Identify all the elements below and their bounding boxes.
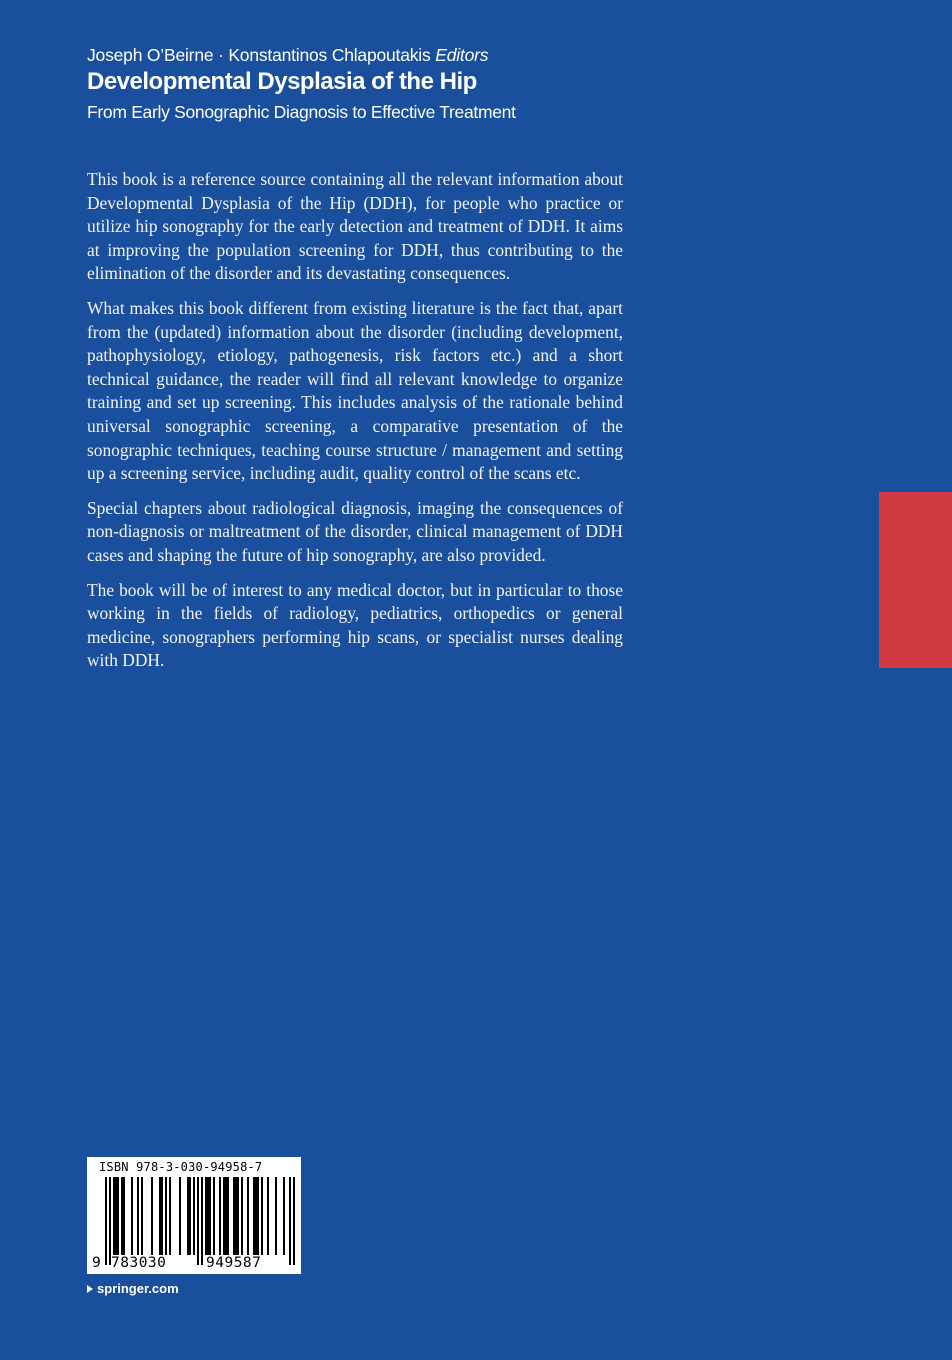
barcode-bar: [123, 1177, 125, 1255]
barcode-digits-left: 783030: [111, 1255, 167, 1271]
barcode-bar: [165, 1177, 167, 1255]
barcode-bar: [213, 1177, 215, 1255]
barcode-digits-right: 949587: [206, 1255, 262, 1271]
barcode-bar: [233, 1177, 235, 1255]
barcode-bar: [261, 1177, 263, 1255]
editors-line: [87, 45, 488, 66]
barcode-bar: [141, 1177, 143, 1255]
barcode-bar: [247, 1177, 249, 1255]
barcode-bar: [187, 1177, 189, 1255]
barcode-bar: [205, 1177, 207, 1255]
barcode-bar: [235, 1177, 237, 1255]
barcode-bar: [209, 1177, 211, 1255]
barcode-bar: [161, 1177, 163, 1255]
isbn-barcode: [87, 1157, 301, 1274]
barcode-bar: [117, 1177, 119, 1255]
barcode-bar: [257, 1177, 259, 1255]
barcode-bar: [115, 1177, 117, 1255]
barcode-bar: [193, 1177, 195, 1255]
barcode-bar: [151, 1177, 153, 1255]
barcode-bar: [109, 1177, 111, 1265]
barcode-bar: [179, 1177, 181, 1255]
barcode-bar: [275, 1177, 277, 1255]
barcode-bar: [137, 1177, 139, 1255]
barcode-digit-first: 9: [92, 1255, 101, 1271]
book-title: Developmental Dysplasia of the Hip: [87, 68, 477, 95]
barcode-bar: [241, 1177, 243, 1255]
barcode-bar: [223, 1177, 225, 1255]
description-paragraph-1: This book is a reference source containing all the relevant information about Developmental Dysplasia of the Hip (DDH), for people who practice or utilize hip sonography for the early detection and treatment of DDH. It aims at improving the population screening for DDH, thus contributing to the elimination of the disorder and its devastating consequences.: [87, 169, 623, 284]
barcode-bar: [105, 1177, 107, 1265]
barcode-bar: [201, 1177, 203, 1265]
barcode-bar: [207, 1177, 209, 1255]
book-description: [87, 168, 623, 684]
spine-color-tab: [879, 492, 952, 668]
barcode-bar: [121, 1177, 123, 1255]
editor-names: Joseph O’Beirne · Konstantinos Chlapoutakis: [87, 45, 431, 65]
barcode-bar: [197, 1177, 199, 1265]
isbn-number: ISBN 978-3-030-94958-7: [99, 1160, 263, 1174]
publisher-url: springer.com: [97, 1281, 179, 1296]
barcode-bar: [289, 1177, 291, 1265]
barcode-bar: [255, 1177, 257, 1255]
barcode-bar: [159, 1177, 161, 1255]
description-paragraph-2: What makes this book different from existing literature is the fact that, apart from the (updated) information about the disorder (including development, pathophysiology, etiology, pathogenesis, risk factors etc.) and a short technical guidance, the reader will find all relevant knowledge to organize training and set up screening. This includes analysis of the rationale behind universal sonographic screening, a comparative presentation of the sonographic techniques, teaching course structure / management and setting up a screening service, including audit, quality control of the scans etc.: [87, 297, 623, 484]
barcode-bar: [253, 1177, 255, 1255]
barcode-bar: [189, 1177, 191, 1255]
barcode-bar: [169, 1177, 171, 1255]
book-subtitle: From Early Sonographic Diagnosis to Effective Treatment: [87, 102, 516, 122]
arrow-right-icon: [87, 1285, 93, 1293]
editors-role: Editors: [435, 45, 489, 65]
description-paragraph-4: The book will be of interest to any medical doctor, but in particular to those working in the fields of radiology, pediatrics, orthopedics or general medicine, sonographers performing hip scans, or specialist nurses dealing with DDH.: [87, 579, 623, 671]
barcode-bar: [267, 1177, 269, 1255]
barcode-bar: [225, 1177, 227, 1255]
barcode-bar: [293, 1177, 295, 1265]
description-paragraph-3: Special chapters about radiological diagnosis, imaging the consequences of non-diagnosis or maltreatment of the disorder, clinical management of DDH cases and shaping the future of hip sonography, are also provided.: [87, 497, 623, 565]
barcode-bar: [113, 1177, 115, 1255]
barcode-bar: [227, 1177, 229, 1255]
barcode-bar: [131, 1177, 133, 1255]
barcode-bar: [219, 1177, 221, 1255]
barcode-bar: [237, 1177, 239, 1255]
publisher-link[interactable]: [87, 1281, 179, 1296]
barcode-bar: [283, 1177, 285, 1255]
